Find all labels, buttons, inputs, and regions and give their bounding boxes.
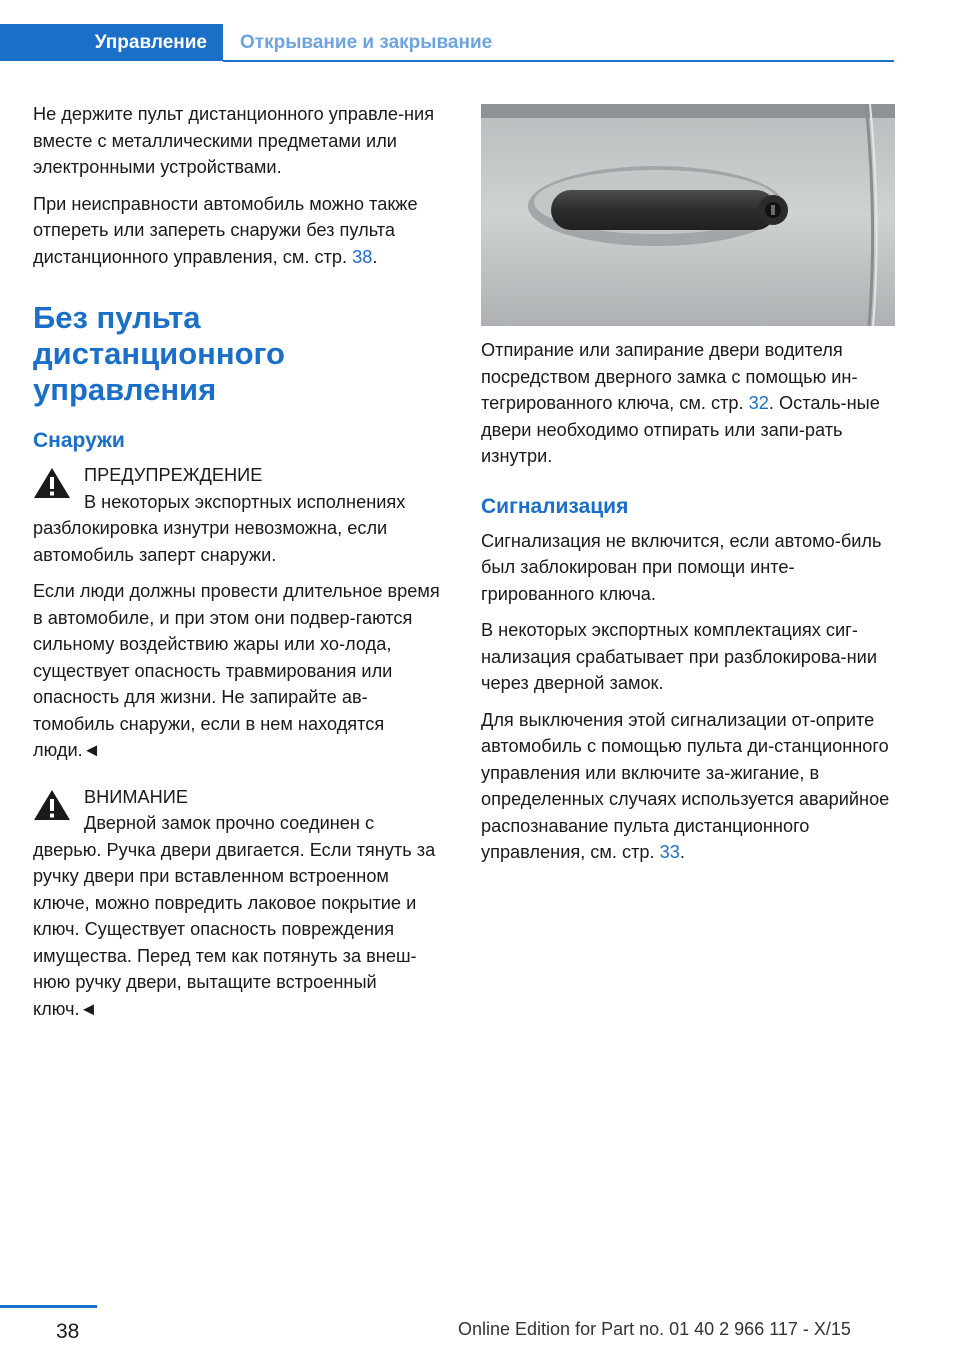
paragraph-text: При неисправности автомобиль можно также отпереть или запереть снаружи без пульта дистанционного управления, см. стр.: [33, 193, 418, 267]
warning-block: [33, 462, 445, 764]
paragraph: [33, 191, 445, 271]
paragraph: [481, 707, 895, 866]
paragraph-text: Отпирание или запирание двери водителя посредством дверного замка с помощью ин-тегрированного ключа, см. стр.: [481, 340, 858, 413]
subsection-heading: Снаружи: [33, 429, 125, 452]
page-number: 38: [56, 1320, 80, 1343]
paragraph-end: .: [679, 842, 685, 862]
section-tab-active[interactable]: [0, 24, 223, 61]
caution-title: ВНИМАНИЕ: [84, 786, 188, 807]
paragraph-text: Для выключения этой сигнализации от-оприте автомобиль с помощью пульта ди-станционного управления или включите за-жигание, в определенных случаях используется аварийное распознавание пульта дистанционного управления, см. стр.: [481, 709, 890, 862]
warning-text: Если люди должны провести длительное время в автомобиле, и при этом они подвер-гаются сильному воздействию жары или хо-лода, существует опасность травмирования или опасность для жизни. Не запирайте ав-томобиль снаружи, если в нем находятся люди.◄: [33, 581, 440, 760]
caution-text-first-line: Дверной замок прочно соединен с: [84, 813, 375, 833]
edition-note: Online Edition for Part no. 01 40 2 966 117 - X/15: [458, 1319, 851, 1339]
caution-block: [33, 784, 445, 1023]
paragraph-end: .: [372, 246, 378, 267]
paragraph: [481, 337, 895, 470]
chapter-tab-label: Открывание и закрывание: [240, 31, 493, 53]
header-divider: [223, 60, 894, 62]
right-column: [481, 337, 895, 876]
warning-triangle-icon: [33, 467, 71, 499]
page-reference-link[interactable]: 32: [748, 393, 769, 413]
paragraph: Не держите пульт дистанционного управле-ния вместе с металлическими предметами или электронными устройствами.: [33, 104, 435, 177]
paragraph: В некоторых экспортных комплектациях сиг-нализация срабатывает при разблокирова-нии через дверной замок.: [481, 620, 877, 693]
page-header: [0, 24, 894, 61]
subsection-heading: Сигнализация: [481, 494, 629, 518]
section-tab-label: Управление: [94, 31, 207, 53]
warning-text-first-line: В некоторых экспортных исполнениях: [84, 491, 406, 512]
caution-text: дверью. Ручка двери двигается. Если тянуть за ручку двери при вставленном встроенном ключе, можно повредить лаковое покрытие и ключ. Существует опасность повреждения имущества. Перед тем как потянуть за внеш-нюю ручку двери, вытащите встроенный ключ.◄: [33, 839, 436, 1019]
warning-triangle-icon: [33, 789, 71, 821]
paragraph-end: . Осталь-ные двери необходимо отпирать или запи-рать изнутри.: [481, 393, 880, 466]
page-reference-link[interactable]: 38: [352, 246, 373, 267]
section-tab-inactive[interactable]: [240, 24, 492, 61]
warning-title: ПРЕДУПРЕЖДЕНИЕ: [84, 465, 263, 485]
door-handle-photo: [481, 104, 895, 326]
page-reference-link[interactable]: 33: [659, 842, 680, 862]
footer-divider: [0, 1305, 97, 1308]
left-column: [33, 101, 445, 1032]
warning-text: разблокировка изнутри невозможна, если автомобиль заперт снаружи.: [33, 518, 388, 565]
section-heading: Без пульта дистанционного управления: [33, 300, 285, 407]
paragraph: Сигнализация не включится, если автомо-биль был заблокирован при помощи инте-грированного ключа.: [481, 530, 882, 604]
